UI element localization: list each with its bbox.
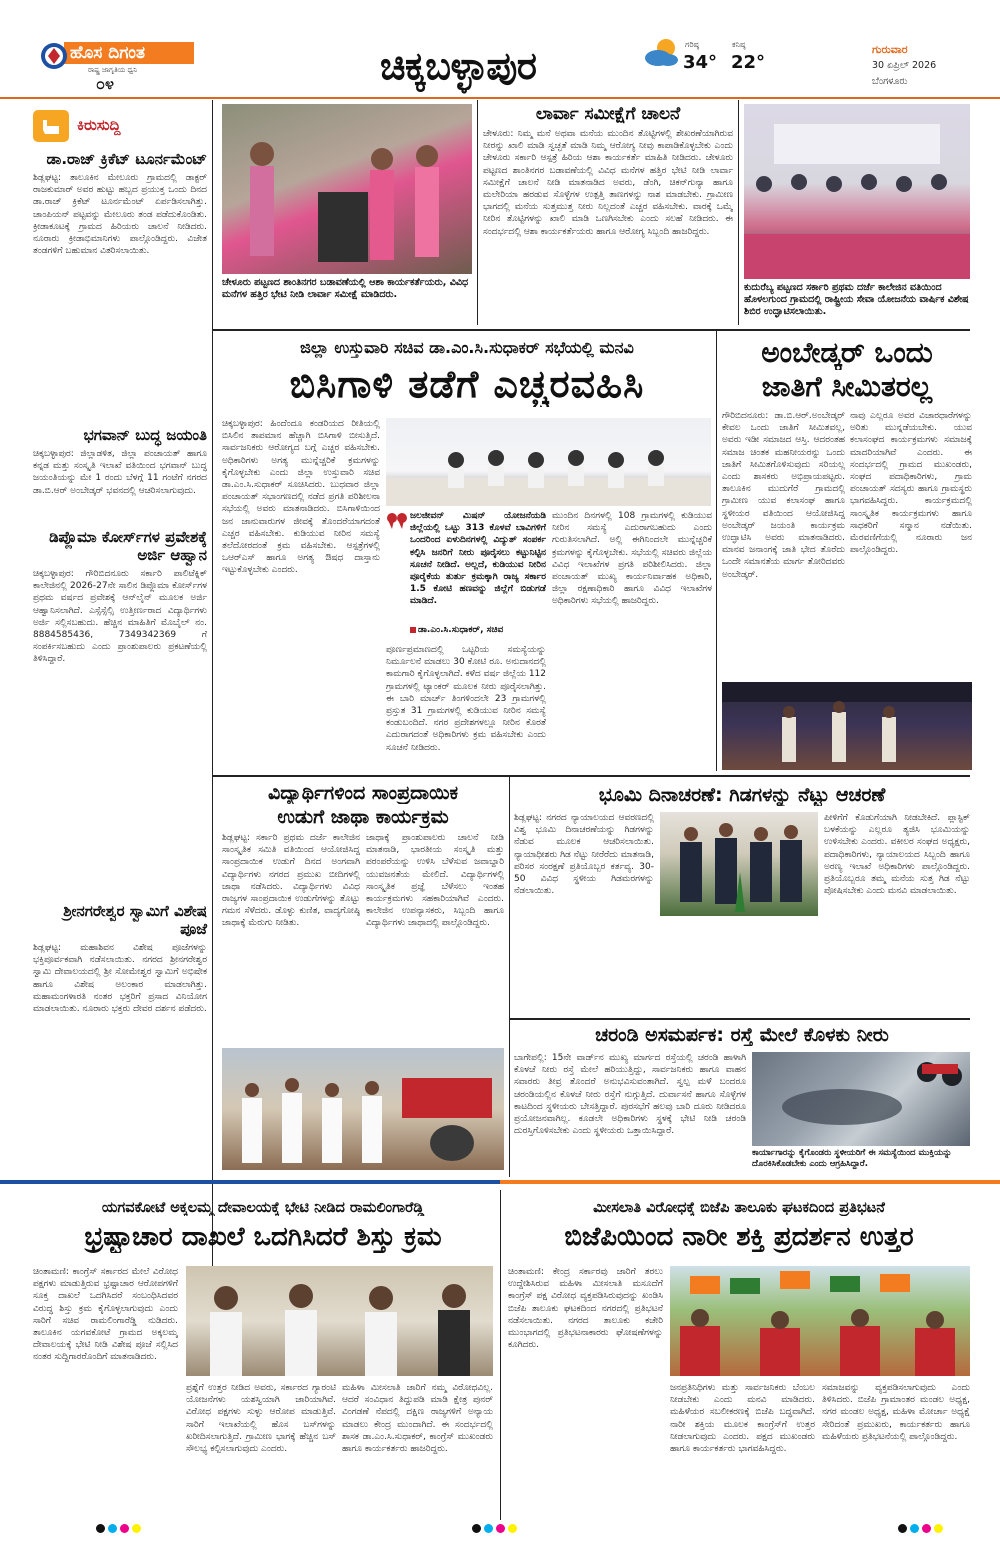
day-label: ಗುರುವಾರ [872,43,908,56]
asha-workers-photo [222,104,472,274]
lead-quote-author [410,625,503,635]
sidebar-badge-label: ಕಿರುಸುದ್ದಿ [77,116,121,134]
sidebar-item-title: ಭಗವಾನ್ ಬುದ್ಧ ಜಯಂತಿ [83,426,207,444]
temp-max-label: ಗರಿಷ್ಠ [685,40,699,49]
sidebar-item [33,426,207,524]
sidebar-item [33,528,207,898]
date-label: 30 ಏಪ್ರಿಲ್ 2026 [872,60,937,71]
section-divider [510,1018,970,1020]
section-divider [213,775,970,777]
quote-mark-icon [386,512,408,530]
corruption-column-1: ಚಿಂತಾಮಣಿ: ಕಾಂಗ್ರೆಸ್ ಸರ್ಕಾರದ ಮೇಲೆ ವಿರೋಧ ಪಕ್ಷಗಳು ಮಾಡುತ್ತಿರುವ ಭ್ರಷ್ಟಾಚಾರ ಆರೋಪಗಳಿಗೆ ಸೂಕ್ತ ದಾಖಲೆ ಒದಗಿಸಿದರೆ ಸಂಬಂಧಿಸಿದವರ ವಿರುದ್ಧ ಶಿಸ್ತು ಕ್ರಮ ಕೈಗೊಳ್ಳಲಾಗುವುದು ಎಂದು ಸಾರಿಗೆ ಸಚಿವ ರಾಮಲಿಂಗಾರೆಡ್ಡಿ ನುಡಿದರು. ತಾಲೂಕಿನ ಯಗವಕೋಟೆ ಗ್ರಾಮದ ಅಕ್ಕಲಮ್ಮ ದೇವಾಲಯಕ್ಕೆ ಭೇಟಿ ನೀಡಿ ವಿಶೇಷ ಪೂಜೆ ಸಲ್ಲಿಸಿದ ನಂತರ ಸುದ್ದಿಗಾರರೊಂದಿಗೆ ಮಾತನಾಡಿದರು. [33,1267,178,1363]
sidebar-item-body: ಶಿಡ್ಲಘಟ್ಟ: ತಾಲೂಕಿನ ಮೇಲೂರು ಗ್ರಾಮದಲ್ಲಿ ಡಾಕ್ಟರ್ ರಾಜಕುಮಾರ್ ಅವರ ಹುಟ್ಟು ಹಬ್ಬದ ಪ್ರಯುಕ್ತ ಒಂದು ದಿನದ ಡಾ.ರಾಜ್ ಕ್ರಿಕೆಟ್ ಟೂರ್ನಮೆಂಟ್ ಏರ್ಪಡಿಸಲಾಗಿತ್ತು. ಚಾಂಪಿಯನ್ ಪಟ್ಟವನ್ನು ಮೇಲೂರು ತಂಡ ಪಡೆದುಕೊಂಡಿತು. ಕ್ರೀಡಾಕೂಟಕ್ಕೆ ಗ್ರಾಮದ ಹಿರಿಯರು ಚಾಲನೆ ನೀಡಿದರು. ನೂರಾರು ಕ್ರೀಡಾಭಿಮಾನಿಗಳು ಪಾಲ್ಗೊಂಡಿದ್ದರು. ವಿಜೇತ ತಂಡಗಳಿಗೆ ಬಹುಮಾನ ವಿತರಿಸಲಾಯಿತು. [33,173,207,257]
sidebar-item-body: ಚಿಕ್ಕಬಳ್ಳಾಪುರ: ಜಿಲ್ಲಾಡಳಿತ, ಜಿಲ್ಲಾ ಪಂಚಾಯತ್ ಹಾಗೂ ಕನ್ನಡ ಮತ್ತು ಸಂಸ್ಕೃತಿ ಇಲಾಖೆ ವತಿಯಿಂದ ಭಗವಾನ್ ಬುದ್ಧ ಜಯಂತಿಯನ್ನು ಮೇ 1 ರಂದು ಬೆಳಗ್ಗೆ 11 ಗಂಟೆಗೆ ನಗರದ ಡಾ.ಬಿ.ಆರ್ ಅಂಬೇಡ್ಕರ್ ಭವನದಲ್ಲಿ ಆಚರಿಸಲಾಗುವುದು. [33,449,207,496]
photo-placeholder-icon [222,1048,504,1170]
lead-column-4: ಮುಂದಿನ ದಿನಗಳಲ್ಲಿ 108 ಗ್ರಾಮಗಳಲ್ಲಿ ಕುಡಿಯುವ ನೀರಿನ ಸಮಸ್ಯೆ ಎದುರಾಗಬಹುದು ಎಂದು ಗುರುತಿಸಲಾಗಿದೆ. ಅಲ್ಲಿ ಈಗಿನಿಂದಲೇ ಮುನ್ನೆಚ್ಚರಿಕೆ ಕ್ರಮಗಳನ್ನು ಕೈಗೊಳ್ಳಬೇಕು. ಸಭೆಯಲ್ಲಿ ಸಚಿವರು ಜಿಲ್ಲೆಯ ವಿವಿಧ ಇಲಾಖೆಗಳ ಪ್ರಗತಿ ಪರಿಶೀಲಿಸಿದರು. ಜಿಲ್ಲಾ ಪಂಚಾಯತ್ ಮುಖ್ಯ ಕಾರ್ಯನಿರ್ವಾಹಕ ಅಧಿಕಾರಿ, ಜಿಲ್ಲಾ ರಕ್ಷಣಾಧಿಕಾರಿ ಹಾಗೂ ವಿವಿಧ ಇಲಾಖೆಗಳ ಅಧಿಕಾರಿಗಳು ಸಭೆಯಲ್ಲಿ ಹಾಜರಿದ್ದರು. [552,511,712,607]
sidebar-item-body: ಚಿಕ್ಕಬಳ್ಳಾಪುರ: ಗೌರಿಬಿದನೂರು ಸರ್ಕಾರಿ ಪಾಲಿಟೆಕ್ನಿಕ್ ಕಾಲೇಜಿನಲ್ಲಿ 2026-27ನೇ ಸಾಲಿನ ಡಿಪ್ಲೊಮಾ ಕೋರ್ಸ್‌ಗಳ ಪ್ರಥಮ ವರ್ಷದ ಪ್ರವೇಶಕ್ಕೆ ಆನ್‌ಲೈನ್ ಮೂಲಕ ಅರ್ಜಿ ಆಹ್ವಾನಿಸಲಾಗಿದೆ. ಎಸ್ಸೆಸ್ಸೆಲ್ಸಿ ಉತ್ತೀರ್ಣರಾದ ವಿದ್ಯಾರ್ಥಿಗಳು ಅರ್ಜಿ ಸಲ್ಲಿಸಬಹುದು. ಹೆಚ್ಚಿನ ಮಾಹಿತಿಗೆ ಮೊಬೈಲ್ ನಂ. 8884585436, 7349342369 ಗೆ ಸಂಪರ್ಕಿಸಬಹುದು ಎಂದು ಪ್ರಾಂಶುಪಾಲರು ಪ್ರಕಟಣೆಯಲ್ಲಿ ತಿಳಿಸಿದ್ದಾರೆ. [33,569,207,665]
larva-body: ಚೇಳೂರು: ನಿಮ್ಮ ಮನೆ ಅಥವಾ ಮನೆಯ ಮುಂದಿನ ತೊಟ್ಟಿಗಳಲ್ಲಿ ಶೇಖರಣೆಯಾಗಿರುವ ನೀರನ್ನು ಖಾಲಿ ಮಾಡಿ ಸ್ವಚ್ಛತೆ ಮಾಡಿ ನಿಮ್ಮ ಆರೋಗ್ಯ ನೀವು ಕಾಪಾಡಿಕೊಳ್ಳಬೇಕು ಎಂದು ಚೇಳೂರು ಸರ್ಕಾರಿ ಆಸ್ಪತ್ರೆ ಹಿರಿಯ ಆಶಾ ಕಾರ್ಯಕರ್ತೆ ಮಾಹಿತಿ ನೀಡಿದರು. ಚೇಳೂರು ಪಟ್ಟಣದ ಶಾಂತಿನಗರ ಬಡಾವಣೆಯಲ್ಲಿ ವಿವಿಧ ಮನೆಗಳ ಹತ್ತಿರ ಭೇಟಿ ನೀಡಿ ಲಾರ್ವಾ ಸಮೀಕ್ಷೆಗೆ ಚಾಲನೆ ನೀಡಿ ಮಾತನಾಡಿದ ಅವರು, ಡೆಂಗಿ, ಚಿಕನ್‌ಗುನ್ಯಾ ಹಾಗೂ ಮಲೇರಿಯಾ ಹರಡುವ ಸೊಳ್ಳೆಗಳ ಉತ್ಪತ್ತಿ ತಾಣಗಳನ್ನು ನಾಶ ಮಾಡಬೇಕು. ಗ್ರಾಮೀಣ ಭಾಗದಲ್ಲಿ ಮನೆಯ ಸುತ್ತಮುತ್ತ ನೀರು ನಿಲ್ಲದಂತೆ ಎಚ್ಚರ ವಹಿಸಬೇಕು. ವಾರಕ್ಕೆ ಒಮ್ಮೆ ನೀರಿನ ತೊಟ್ಟಿಗಳನ್ನು ಖಾಲಿ ಮಾಡಿ ಒಣಗಿಸಬೇಕು ಎಂದು ಸಲಹೆ ನೀಡಿದರು. ಈ ಸಂದರ್ಭದಲ್ಲಿ ಆಶಾ ಕಾರ್ಯಕರ್ತೆಯರು ಹಾಗೂ ಆರೋಗ್ಯ ಸಿಬ್ಬಂದಿ ಹಾಜರಿದ್ದರು. [483,129,733,237]
photo-placeholder-icon [660,812,818,916]
sidebar-item [33,150,207,422]
corruption-kicker: ಯಗವಕೋಟೆ ಅಕ್ಕಲಮ್ಮ ದೇವಾಲಯಕ್ಕೆ ಭೇಟಿ ನೀಡಿದ ರಾಮಲಿಂಗಾರೆಡ್ಡಿ [101,1200,425,1216]
quote-author-name: ಡಾ.ಎಂ.ಸಿ.ಸುಧಾಕರ್, ಸಚಿವ [418,625,504,635]
corruption-column-3: ಮಹಿಳಾ ಮೀಸಲಾತಿ ಜಾರಿಗೆ ನಮ್ಮ ವಿರೋಧವಿಲ್ಲ. ಆದರೆ ಸಂವಿಧಾನ ತಿದ್ದುಪಡಿ ಮಾಡಿ ಕ್ಷೇತ್ರ ಪುನರ್ ವಿಂಗಡಣೆ ನೆಪದಲ್ಲಿ ದಕ್ಷಿಣ ರಾಜ್ಯಗಳಿಗೆ ಅನ್ಯಾಯ ಮಾಡಲು ಕೇಂದ್ರ ಮುಂದಾಗಿದೆ. ಈ ಸಂದರ್ಭದಲ್ಲಿ ಶಾಸಕ ಡಾ.ಎಂ.ಸಿ.ಸುಧಾಕರ್, ಕಾಂಗ್ರೆಸ್ ಮುಖಂಡರು ಹಾಗೂ ಕಾರ್ಯಕರ್ತರು ಹಾಜರಿದ್ದರು. [342,1383,493,1455]
jatha-photo [222,1048,504,1170]
bhoomi-headline: ಭೂಮಿ ದಿನಾಚರಣೆ: ಗಿಡಗಳನ್ನು ನೆಟ್ಟು ಆಚರಣೆ [598,784,886,806]
sidebar-item-body: ಶಿಡ್ಲಘಟ್ಟ: ಮಹಾಶಿವನ ವಿಶೇಷ ಪೂಜೆಗಳನ್ನು ಭಕ್ತಿಪೂರ್ವಕವಾಗಿ ನಡೆಸಲಾಯಿತು. ನಗರದ ಶ್ರೀನಗರೇಶ್ವರ ಸ್ವಾಮಿ ದೇವಾಲಯದಲ್ಲಿ ಶ್ರೀ ಸೋಮೇಶ್ವರ ಸ್ವಾಮಿಗೆ ಅಭಿಷೇಕ ಹಾಗೂ ವಿಶೇಷ ಅಲಂಕಾರ ಮಾಡಲಾಗಿತ್ತು. ಮಹಾಮಂಗಳಾರತಿ ನಂತರ ಭಕ್ತರಿಗೆ ಪ್ರಸಾದ ವಿನಿಯೋಗ ಮಾಡಲಾಯಿತು. ನೂರಾರು ಭಕ್ತರು ದೇವರ ದರ್ಶನ ಪಡೆದರು. [33,943,207,1015]
page-number: ೦೪ [96,74,114,93]
sidebar-item [33,902,207,1182]
sidebar-item-title: ಡಾ.ರಾಜ್ ಕ್ರಿಕೆಟ್ ಟೂರ್ನಮೆಂಟ್ [46,150,207,168]
drainage-body: ಬಾಗೇಪಲ್ಲಿ: 15ನೇ ವಾರ್ಡ್‌ನ ಮುಖ್ಯ ಮಾರ್ಗದ ರಸ್ತೆಯಲ್ಲಿ ಚರಂಡಿ ಹಾಳಾಗಿ ಕೊಳಚೆ ನೀರು ರಸ್ತೆ ಮೇಲೆ ಹರಿಯುತ್ತಿದ್ದು, ಸಾರ್ವಜನಿಕರು ಹಾಗೂ ವಾಹನ ಸವಾರರು ತೀವ್ರ ತೊಂದರೆ ಅನುಭವಿಸುವಂತಾಗಿದೆ. ಸ್ವಲ್ಪ ಮಳೆ ಬಂದರೂ ಚರಂಡಿಯಲ್ಲಿನ ಕೊಳಚೆ ನೀರು ರಸ್ತೆಗೆ ನುಗ್ಗುತ್ತಿದೆ. ದುರ್ವಾಸನೆ ಹಾಗೂ ಸೊಳ್ಳೆಗಳ ಕಾಟದಿಂದ ಸ್ಥಳೀಯರು ಬೇಸತ್ತಿದ್ದಾರೆ. ಪುರಸಭೆಗೆ ಹಲವು ಬಾರಿ ದೂರು ನೀಡಿದರೂ ಪ್ರಯೋಜನವಾಗಿಲ್ಲ. ಕೂಡಲೇ ಅಧಿಕಾರಿಗಳು ಸ್ಥಳಕ್ಕೆ ಭೇಟಿ ನೀಡಿ ಚರಂಡಿ ದುರಸ್ತಿಗೊಳಿಸಬೇಕು ಎಂದು ಸ್ಥಳೀಯರು ಒತ್ತಾಯಿಸಿದ್ದಾರೆ. [514,1053,746,1137]
edition-label: ಬೆಂಗಳೂರು [872,76,908,87]
ambedkar-headline-2: ಜಾತಿಗೆ ಸೀಮಿತರಲ್ಲ [761,370,933,403]
column-divider [500,1190,501,1520]
students-column-1: ಶಿಡ್ಲಘಟ್ಟ: ಸರ್ಕಾರಿ ಪ್ರಥಮ ದರ್ಜೆ ಕಾಲೇಜಿನ ಸಾಂಸ್ಕೃತಿಕ ಸಮಿತಿ ವತಿಯಿಂದ ಆಯೋಜಿಸಿದ್ದ ಸಾಂಪ್ರದಾಯಿಕ ಉಡುಗೆ ದಿನದ ಅಂಗವಾಗಿ ವಿದ್ಯಾರ್ಥಿಗಳು ನಗರದ ಪ್ರಮುಖ ಬೀದಿಗಳಲ್ಲಿ ಜಾಥಾ ನಡೆಸಿದರು. ವಿದ್ಯಾರ್ಥಿಗಳು ವಿವಿಧ ರಾಜ್ಯಗಳ ಸಾಂಪ್ರದಾಯಿಕ ಉಡುಗೆಗಳನ್ನು ತೊಟ್ಟು ಗಮನ ಸೆಳೆದರು. ಡೊಳ್ಳು ಕುಣಿತ, ವಾದ್ಯಗೋಷ್ಠಿ ಜಾಥಾಕ್ಕೆ ಮೆರುಗು ನೀಡಿತು. [222,833,360,929]
students-headline-1: ವಿದ್ಯಾರ್ಥಿಗಳಿಂದ ಸಾಂಪ್ರದಾಯಿಕ [267,782,459,804]
tree-planting-photo [660,812,818,916]
corruption-headline: ಭ್ರಷ್ಟಾಚಾರ ದಾಖಲೆ ಒದಗಿಸಿದರೆ ಶಿಸ್ತು ಕ್ರಮ [84,1222,442,1252]
temp-min-label: ಕನಿಷ್ಠ [732,40,746,49]
bullet-icon [410,627,416,633]
sidebar-item-title: ಶ್ರೀನಗರೇಶ್ವರ ಸ್ವಾಮಿಗೆ ವಿಶೇಷ ಪೂಜೆ [63,902,207,938]
masthead-divider [0,97,1000,99]
temp-min: 22° [731,52,766,73]
sidebar-item-title: ಡಿಪ್ಲೊಮಾ ಕೋರ್ಸ್‌ಗಳ ಪ್ರವೇಶಕ್ಕೆ ಅರ್ಜಿ ಆಹ್ವಾನ [49,528,207,564]
lead-column-1: ಚಿಕ್ಕಬಳ್ಳಾಪುರ: ಹಿಂದೆಂದೂ ಕಂಡರಿಯದ ರೀತಿಯಲ್ಲಿ ಬಿಸಿಲಿನ ತಾಪಮಾನ ಹೆಚ್ಚಾಗಿ ಬಿಸಿಗಾಳಿ ಬೀಸುತ್ತಿದೆ. ಸಾರ್ವಜನಿಕರು ಆರೋಗ್ಯದ ಬಗ್ಗೆ ಎಚ್ಚರ ವಹಿಸಬೇಕು. ಅಧಿಕಾರಿಗಳು ಅಗತ್ಯ ಮುನ್ನೆಚ್ಚರಿಕೆ ಕ್ರಮಗಳನ್ನು ಕೈಗೊಳ್ಳಬೇಕು ಎಂದು ಜಿಲ್ಲಾ ಉಸ್ತುವಾರಿ ಸಚಿವ ಡಾ.ಎಂ.ಸಿ.ಸುಧಾಕರ್ ಸೂಚಿಸಿದರು. ಬುಧವಾರ ಜಿಲ್ಲಾ ಪಂಚಾಯತ್ ಸಭಾಂಗಣದಲ್ಲಿ ನಡೆದ ಪ್ರಗತಿ ಪರಿಶೀಲನಾ ಸಭೆಯಲ್ಲಿ ಅವರು ಮಾತನಾಡಿದರು. ಬಿಸಿಗಾಳಿಯಿಂದ ಜನ ಜಾನುವಾರುಗಳ ಜೀವಕ್ಕೆ ತೊಂದರೆಯಾಗದಂತೆ ಎಚ್ಚರ ವಹಿಸಬೇಕು. ಕುಡಿಯುವ ನೀರಿನ ಸಮಸ್ಯೆ ತಲೆದೋರದಂತೆ ಕ್ರಮ ವಹಿಸಬೇಕು. ಆಸ್ಪತ್ರೆಗಳಲ್ಲಿ ಒಆರ್‌ಎಸ್ ಹಾಗೂ ಅಗತ್ಯ ಔಷಧ ದಾಸ್ತಾನು ಇಟ್ಟುಕೊಳ್ಳಬೇಕು ಎಂದರು. [222,419,380,576]
hand-point-icon [33,110,69,142]
bhoomi-column-1: ಶಿಡ್ಲಘಟ್ಟ: ನಗರದ ನ್ಯಾಯಾಲಯದ ಆವರಣದಲ್ಲಿ ವಿಶ್ವ ಭೂಮಿ ದಿನಾಚರಣೆಯನ್ನು ಗಿಡಗಳನ್ನು ನೆಡುವ ಮೂಲಕ ಆಚರಿಸಲಾಯಿತು. ನ್ಯಾಯಾಧೀಶರು ಗಿಡ ನೆಟ್ಟು ನೀರೆರೆದು ಮಾತನಾಡಿ, ಪರಿಸರ ಸಂರಕ್ಷಣೆ ಪ್ರತಿಯೊಬ್ಬರ ಕರ್ತವ್ಯ. 30-50 ವಿವಿಧ ಸ್ಥಳೀಯ ಗಿಡಮರಗಳನ್ನು ನೆಡಲಾಯಿತು. [514,813,654,897]
lead-column-3: ಪೂರ್ಣಪ್ರಮಾಣದಲ್ಲಿ ಒಟ್ಟರಿಯ ಸಮಸ್ಯೆಯನ್ನು ನಿರ್ಮೂಲನೆ ಮಾಡಲು 30 ಕೋಟಿ ರೂ. ಅನುದಾನದಲ್ಲಿ ಕಾಮಗಾರಿ ಕೈಗೊಳ್ಳಲಾಗಿದೆ. ಕಳೆದ ವರ್ಷ ಜಿಲ್ಲೆಯ 112 ಗ್ರಾಮಗಳಲ್ಲಿ ಟ್ಯಾಂಕರ್ ಮೂಲಕ ನೀರು ಪೂರೈಸಲಾಗಿತ್ತು. ಈ ಬಾರಿ ಮಾರ್ಚ್ ತಿಂಗಳಿಂದಲೇ 23 ಗ್ರಾಮಗಳಲ್ಲಿ ಪ್ರಸ್ತುತ 31 ಗ್ರಾಮಗಳಲ್ಲಿ ಕುಡಿಯುವ ನೀರಿನ ಸಮಸ್ಯೆ ಕಂಡುಬಂದಿದೆ. ನಗರ ಪ್ರದೇಶಗಳಲ್ಲೂ ನೀರಿನ ಕೊರತೆ ಎದುರಾಗದಂತೆ ಅಧಿಕಾರಿಗಳು ಕ್ರಮ ವಹಿಸಬೇಕು ಎಂದು ಸೂಚನೆ ನೀಡಿದರು. [386,645,546,753]
students-headline-2: ಉಡುಗೆ ಜಾಥಾ ಕಾರ್ಯಕ್ರಮ [277,806,449,828]
bjp-column-2: ಜನಪ್ರತಿನಿಧಿಗಳು ಮತ್ತು ಸಾರ್ವಜನಿಕರು ಬೆಂಬಲ ನೀಡಬೇಕು ಎಂದು ಮನವಿ ಮಾಡಿದರು. ಮಹಿಳೆಯರ ಸಬಲೀಕರಣಕ್ಕೆ ಬಿಜೆಪಿ ಬದ್ಧವಾಗಿದೆ. ನಾರೀ ಶಕ್ತಿಯ ಮೂಲಕ ಕಾಂಗ್ರೆಸ್‌ಗೆ ಉತ್ತರ ನೀಡಲಾಗುವುದು ಎಂದರು. ಪಕ್ಷದ ಮುಖಂಡರು ಹಾಗೂ ಕಾರ್ಯಕರ್ತರು ಭಾಗವಹಿಸಿದ್ದರು. [670,1383,815,1455]
weather-icon [642,36,682,70]
ambedkar-column-1: ಗೌರಿಬಿದನೂರು: ಡಾ.ಬಿ.ಆರ್.ಅಂಬೇಡ್ಕರ್ ಕೇವಲ ಒಂದು ಜಾತಿಗೆ ಸೀಮಿತವಲ್ಲ, ಅವರು ಇಡೀ ಸಮಾಜದ ಆಸ್ತಿ. ಆದರಂತಹ ಸಮಾಜ ಚಿಂತಕ ಮಹನೀಯರನ್ನು ಒಂದು ಜಾತಿಗೆ ಸೀಮಿತಗೊಳಿಸುವುದು ಸರಿಯಲ್ಲ ಎಂದು ಶಾಸಕರು ಅಭಿಪ್ರಾಯಪಟ್ಟರು. ತಾಲೂಕಿನ ಮುದುಗೆರೆ ಗ್ರಾಮದಲ್ಲಿ ಗ್ರಾಮೀಣ ಯುವ ಕಲಾಸಂಘ ಹಾಗೂ ಸ್ಥಳೀಯರ ವತಿಯಿಂದ ಆಯೋಜಿಸಿದ್ದ ಅಂಬೇಡ್ಕರ್ ಜಯಂತಿ ಕಾರ್ಯಕ್ರಮ ಉದ್ಘಾಟಿಸಿ ಅವರು ಮಾತನಾಡಿದರು. ಮಾನವ ಜನಾಂಗಕ್ಕೆ ಜಾತಿ ಭೇದ ತೊರೆದು ಒಂದೇ ಸಮಾನತೆಯ ಮಾರ್ಗ ತೋರಿದವರು ಅಂಬೇಡ್ಕರ್. [722,411,845,580]
nss-photo-caption: ಕುದುರೆಬ್ಯ ಪಟ್ಟಣದ ಸರ್ಕಾರಿ ಪ್ರಥಮ ದರ್ಜೆ ಕಾಲೇಜಿನ ವತಿಯಿಂದ ಹೊಳಲಗುಂದ ಗ್ರಾಮದಲ್ಲಿ ರಾಷ್ಟ್ರೀಯ ಸೇವಾ ಯೋಜನೆಯ ವಾರ್ಷಿಕ ವಿಶೇಷ ಶಿಬಿರ ಉದ್ಘಾಟಿಸಲಾಯಿತು. [744,282,969,317]
photo-placeholder-icon [722,682,972,770]
drainage-photo [752,1052,970,1146]
photo-placeholder-icon [670,1266,970,1376]
temp-max: 34° [683,52,718,73]
nss-camp-photo [744,104,970,279]
column-divider [716,331,717,771]
photo-placeholder-icon [186,1266,493,1376]
bjp-headline: ಬಿಜೆಪಿಯಿಂದ ನಾರೀ ಶಕ್ತಿ ಪ್ರದರ್ಶನ ಉತ್ತರ [564,1222,914,1252]
larva-headline: ಲಾರ್ವಾ ಸಮೀಕ್ಷೆಗೆ ಚಾಲನೆ [535,104,681,124]
bhoomi-column-2: ಪೀಳಿಗೆಗೆ ಕೊಡುಗೆಯಾಗಿ ನೀಡಬೇಕಿದೆ. ಪ್ಲಾಸ್ಟಿಕ್ ಬಳಕೆಯನ್ನು ಎಲ್ಲರೂ ತ್ಯಜಿಸಿ ಭೂಮಿಯನ್ನು ಉಳಿಸಬೇಕು ಎಂದರು. ವಕೀಲರ ಸಂಘದ ಅಧ್ಯಕ್ಷರು, ಪದಾಧಿಕಾರಿಗಳು, ನ್ಯಾಯಾಲಯದ ಸಿಬ್ಬಂದಿ ಹಾಗೂ ಅರಣ್ಯ ಇಲಾಖೆ ಅಧಿಕಾರಿಗಳು ಪಾಲ್ಗೊಂಡಿದ್ದರು. ಪ್ರತಿಯೊಬ್ಬರೂ ತಮ್ಮ ಮನೆಯ ಸುತ್ತ ಗಿಡ ನೆಟ್ಟು ಪೋಷಿಸಬೇಕು ಎಂದು ಮನವಿ ಮಾಡಲಾಯಿತು. [824,813,970,897]
column-divider [509,777,510,1177]
bjp-column-3: ಸಮಾಜವನ್ನು ವ್ಯಕ್ತಪಡಿಸಲಾಗುವುದು ಎಂದು ತಿಳಿಸಿದರು. ಬಿಜೆಪಿ ಗ್ರಾಮಾಂತರ ಮಂಡಲ ಅಧ್ಯಕ್ಷ, ನಗರ ಮಂಡಲ ಅಧ್ಯಕ್ಷ, ಮಹಿಳಾ ಮೋರ್ಚಾ ಅಧ್ಯಕ್ಷೆ ಸೇರಿದಂತೆ ಪ್ರಮುಖರು, ಕಾರ್ಯಕರ್ತರು ಹಾಗೂ ಮಹಿಳೆಯರು ಪ್ರತಿಭಟನೆಯಲ್ಲಿ ಪಾಲ್ಗೊಂಡಿದ್ದರು. [822,1383,970,1442]
lead-headline: ಬಿಸಿಗಾಳಿ ತಡೆಗೆ ಎಚ್ಚರವಹಿಸಿ [289,362,645,406]
sidebar-divider [212,100,213,1368]
column-divider [477,100,478,325]
ambedkar-headline-1: ಅಂಬೇಡ್ಕರ್ ಒಂದು [761,336,933,369]
brand-logo[interactable] [38,40,198,92]
photo-placeholder-icon [386,418,711,506]
students-column-2: ಜಾಥಾಕ್ಕೆ ಪ್ರಾಂಶುಪಾಲರು ಚಾಲನೆ ನೀಡಿ ಮಾತನಾಡಿ, ಭಾರತೀಯ ಸಂಸ್ಕೃತಿ ಮತ್ತು ಪರಂಪರೆಯನ್ನು ಉಳಿಸಿ ಬೆಳೆಸುವ ಜವಾಬ್ದಾರಿ ಯುವಜನತೆಯ ಮೇಲಿದೆ. ವಿದ್ಯಾರ್ಥಿಗಳಲ್ಲಿ ಸಾಂಸ್ಕೃತಿಕ ಪ್ರಜ್ಞೆ ಬೆಳೆಸಲು ಇಂತಹ ಕಾರ್ಯಕ್ರಮಗಳು ಸಹಕಾರಿಯಾಗಿವೆ ಎಂದರು. ಕಾಲೇಜಿನ ಉಪನ್ಯಾಸಕರು, ಸಿಬ್ಬಂದಿ ಹಾಗೂ ವಿದ್ಯಾರ್ಥಿಗಳು ಜಾಥಾದಲ್ಲಿ ಪಾಲ್ಗೊಂಡಿದ್ದರು. [366,833,504,929]
brand-name: ಹೊಸ ದಿಗಂತ [70,43,145,63]
photo-placeholder-icon [744,104,970,279]
drainage-headline: ಚರಂಡಿ ಅಸಮರ್ಪಕ: ರಸ್ತೆ ಮೇಲೆ ಕೊಳಕು ನೀರು [595,1024,889,1046]
bjp-kicker: ಮೀಸಲಾತಿ ವಿರೋಧಕ್ಕೆ ಬಿಜೆಪಿ ತಾಲೂಕು ಘಟಕದಿಂದ ಪ್ರತಿಭಟನೆ [593,1200,885,1216]
photo-placeholder-icon [222,104,472,274]
sidebar-badge [33,110,207,142]
bjp-column-1: ಚಿಂತಾಮಣಿ: ಕೇಂದ್ರ ಸರ್ಕಾರವು ಜಾರಿಗೆ ತರಲು ಉದ್ದೇಶಿಸಿರುವ ಮಹಿಳಾ ಮೀಸಲಾತಿ ಮಸೂದೆಗೆ ಕಾಂಗ್ರೆಸ್ ಪಕ್ಷ ವಿರೋಧ ವ್ಯಕ್ತಪಡಿಸಿರುವುದನ್ನು ಖಂಡಿಸಿ ಬಿಜೆಪಿ ತಾಲೂಕು ಘಟಕದಿಂದ ನಗರದಲ್ಲಿ ಪ್ರತಿಭಟನೆ ನಡೆಸಲಾಯಿತು. ನಗರದ ತಾಲೂಕು ಕಚೇರಿ ಮುಂಭಾಗದಲ್ಲಿ ಪ್ರತಿಭಟನಾಕಾರರು ಘೋಷಣೆಗಳನ್ನು ಕೂಗಿದರು. [508,1267,663,1351]
lead-kicker: ಜಿಲ್ಲಾ ಉಸ್ತುವಾರಿ ಸಚಿವ ಡಾ.ಎಂ.ಸಿ.ಸುಧಾಕರ್ ಸಭೆಯಲ್ಲಿ ಮನವಿ [300,338,634,357]
bjp-protest-photo [670,1266,970,1376]
photo-placeholder-icon [752,1052,970,1146]
lead-quote-text: ಜಲಜೀವನ್ ಮಿಷನ್ ಯೋಜನೆಯಡಿ ಜಿಲ್ಲೆಯಲ್ಲಿ ಒಟ್ಟು 313 ಕೊಳವೆ ಬಾವಿಗಳಿಗೆ ಒಂದರಿಂದ ಏಳುದಿನಗಳಲ್ಲಿ ವಿದ್ಯುತ್ ಸಂಪರ್ಕ ಕಲ್ಪಿಸಿ ಜನರಿಗೆ ನೀರು ಪೂರೈಸಲು ಕಟ್ಟುನಿಟ್ಟಿನ ಸೂಚನೆ ನೀಡಿದೆ. ಅಲ್ಲದೆ, ಕುಡಿಯುವ ನೀರಿನ ಪೂರೈಕೆಯ ತುರ್ತು ಕ್ರಮಕ್ಕಾಗಿ ರಾಜ್ಯ ಸರ್ಕಾರ 1.5 ಕೋಟಿ ಹಣವನ್ನು ಜಿಲ್ಲೆಗೆ ಬಿಡುಗಡೆ ಮಾಡಿದೆ. [410,511,546,607]
asha-photo-caption: ಚೇಳೂರು ಪಟ್ಟಣದ ಶಾಂತಿನಗರ ಬಡಾವಣೆಯಲ್ಲಿ ಆಶಾ ಕಾರ್ಯಕರ್ತೆಯರು, ವಿವಿಧ ಮನೆಗಳ ಹತ್ತಿರ ಭೇಟಿ ನೀಡಿ ಲಾರ್ವಾ ಸಮೀಕ್ಷೆ ಮಾಡಿದರು. [222,277,469,300]
temple-visit-photo [186,1266,493,1376]
city-title: ಚಿಕ್ಕಬಳ್ಳಾಪುರ [380,44,537,88]
masthead [0,0,1000,100]
sidebar-list [33,150,207,1182]
section-band-left [0,1180,500,1184]
section-band-right [500,1180,1000,1184]
section-divider [213,329,970,331]
corruption-column-2: ಪ್ರಶ್ನೆಗೆ ಉತ್ತರ ನೀಡಿದ ಅವರು, ಸರ್ಕಾರದ ಗ್ಯಾರಂಟಿ ಯೋಜನೆಗಳು ಯಶಸ್ವಿಯಾಗಿ ಜಾರಿಯಾಗಿವೆ. ವಿರೋಧ ಪಕ್ಷಗಳು ಸುಳ್ಳು ಆರೋಪ ಮಾಡುತ್ತಿವೆ. ಸಾರಿಗೆ ಇಲಾಖೆಯಲ್ಲಿ ಹೊಸ ಬಸ್‌ಗಳನ್ನು ಖರೀದಿಸಲಾಗುತ್ತಿದೆ. ಗ್ರಾಮೀಣ ಭಾಗಕ್ಕೆ ಹೆಚ್ಚಿನ ಬಸ್ ಸೌಲಭ್ಯ ಕಲ್ಪಿಸಲಾಗುವುದು ಎಂದರು. [186,1383,336,1455]
brand-tagline: ರಾಷ್ಟ್ರ ಜಾಗೃತಿಯ ಧ್ವನಿ [88,66,138,74]
meeting-photo [386,418,711,506]
drainage-caption: ಕಾರ್ಯಾಗಾರನ್ನು ಕೈಗೊಂಡರು ಸ್ಥಳೀಯರಿಗೆ ಈ ಸಮಸ್ಯೆಯಿಂದ ಮುಕ್ತಿಯನ್ನು ದೊರಕಿಸಿಕೊಡಬೇಕು ಎಂದು ಆಗ್ರಹಿಸಿದ್ದಾರೆ. [752,1148,952,1169]
ambedkar-event-photo [722,682,972,770]
ambedkar-column-2: ನಾವು ಎಲ್ಲರೂ ಅವರ ವಿಚಾರಧಾರೆಗಳನ್ನು ಅರಿತು ಮುನ್ನಡೆಯಬೇಕು. ಯುವ ಕಲಾಸಂಘದ ಕಾರ್ಯಕ್ರಮಗಳು ಸಮಾಜಕ್ಕೆ ಮಾದರಿಯಾಗಿವೆ ಎಂದರು. ಈ ಸಂದರ್ಭದಲ್ಲಿ ಗ್ರಾಮದ ಮುಖಂಡರು, ಸಂಘದ ಪದಾಧಿಕಾರಿಗಳು, ಗ್ರಾಮ ಪಂಚಾಯತ್ ಸದಸ್ಯರು ಹಾಗೂ ಗ್ರಾಮಸ್ಥರು ಭಾಗವಹಿಸಿದ್ದರು. ಕಾರ್ಯಕ್ರಮದಲ್ಲಿ ಸಾಂಸ್ಕೃತಿಕ ಕಾರ್ಯಕ್ರಮಗಳು ಹಾಗೂ ಸಾಧಕರಿಗೆ ಸನ್ಮಾನ ನಡೆಯಿತು. ಮೆರವಣಿಗೆಯಲ್ಲಿ ನೂರಾರು ಜನ ಪಾಲ್ಗೊಂಡಿದ್ದರು. [850,411,972,556]
lead-quote-box [386,510,546,640]
column-divider [738,100,739,325]
